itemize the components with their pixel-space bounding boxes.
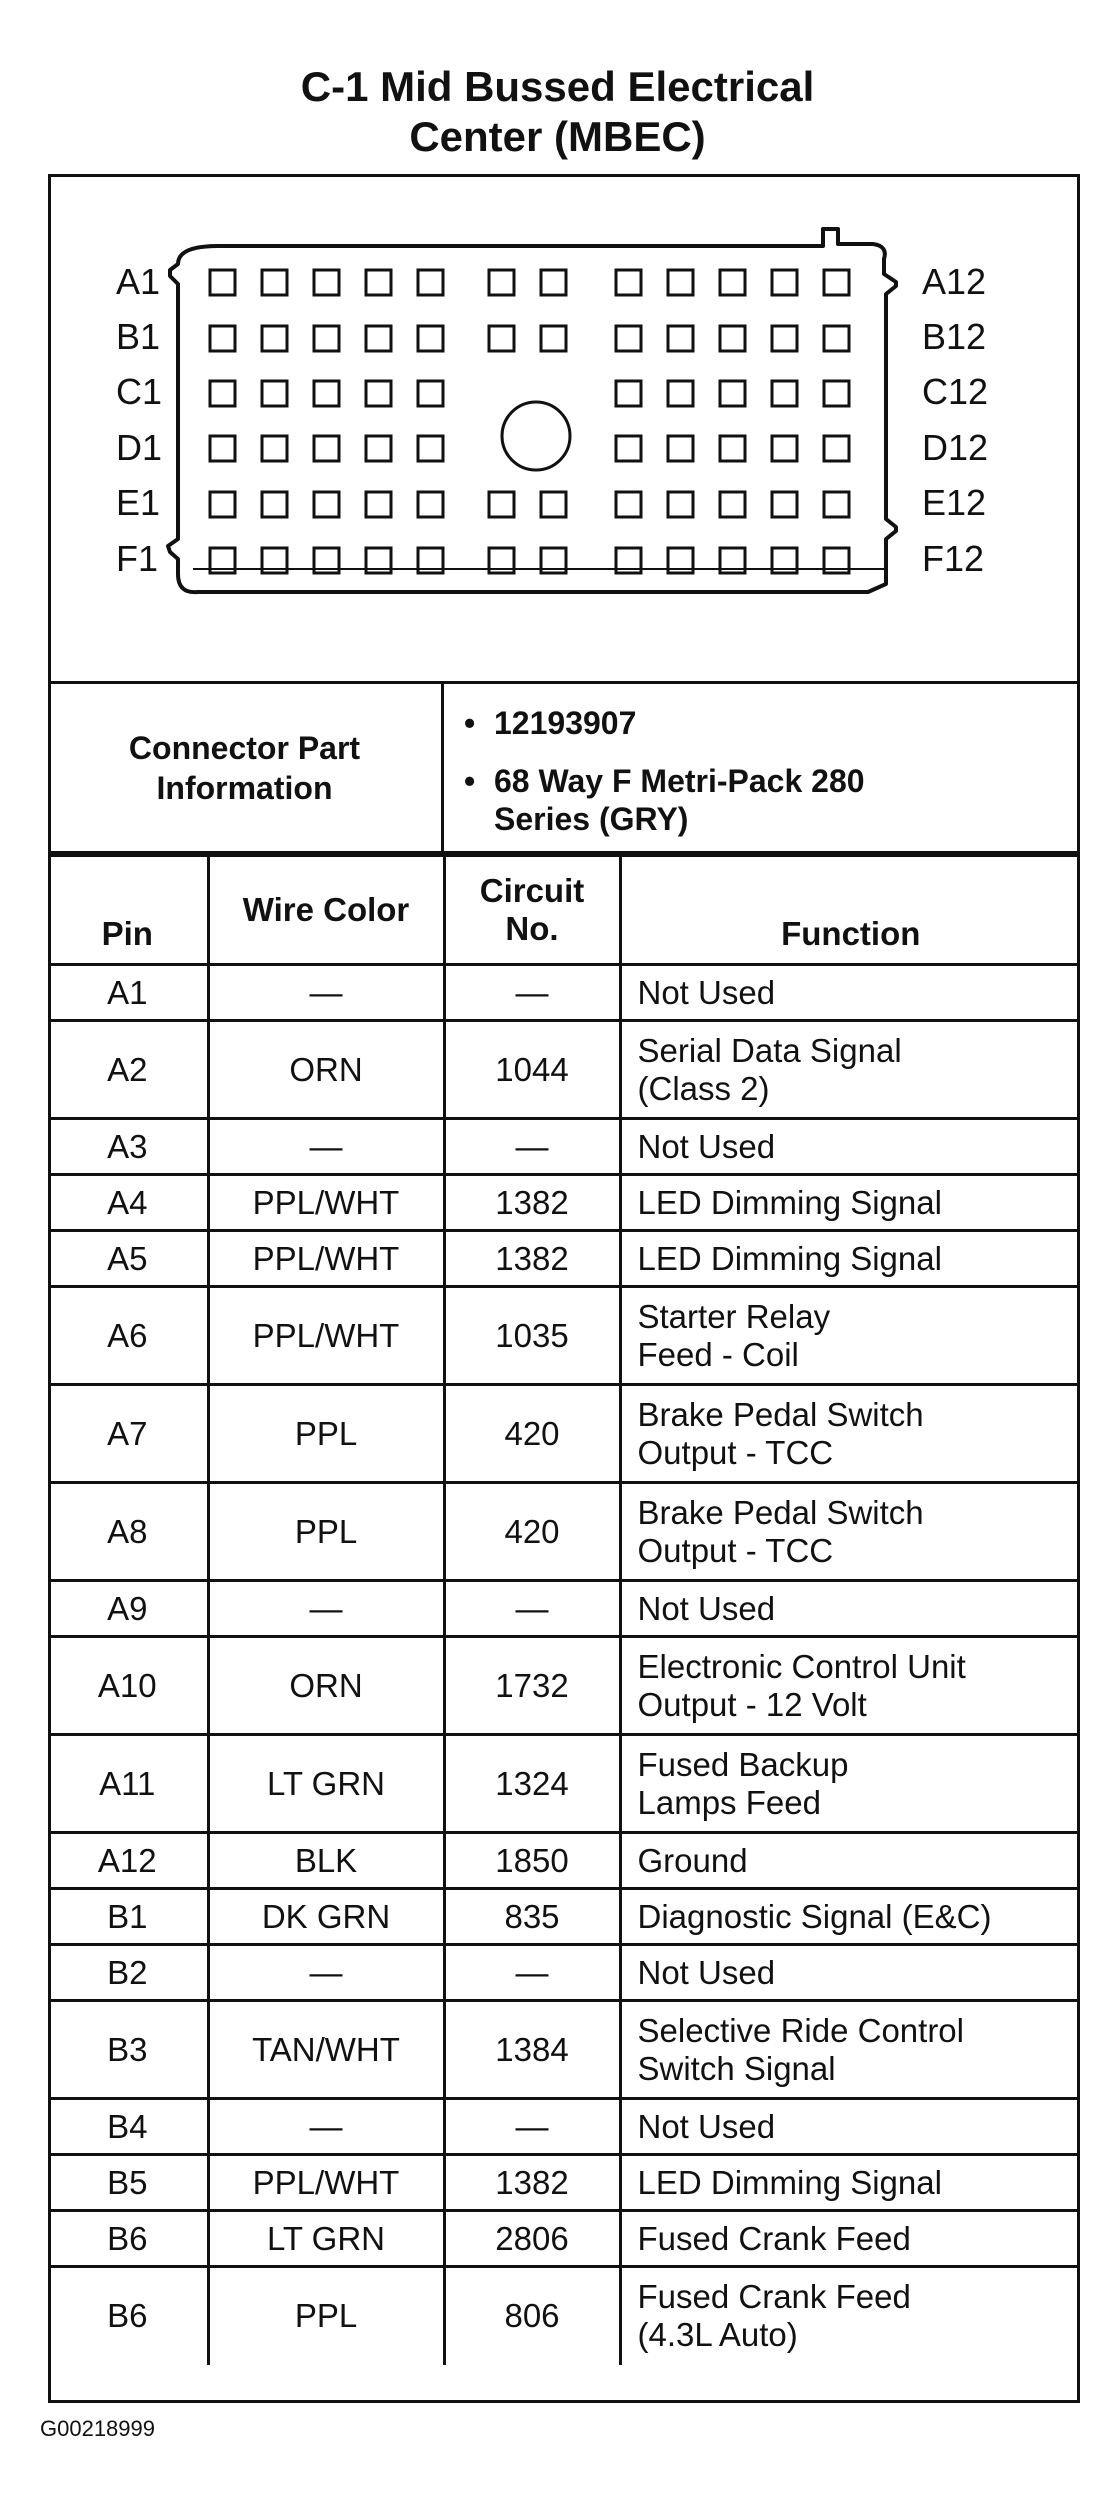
- function-cell: [620, 2001, 1080, 2099]
- function-line: LED Dimming Signal: [637, 1239, 942, 1277]
- function-cell: [620, 1287, 1080, 1385]
- function-line: Switch Signal: [637, 2049, 836, 2087]
- pin-cavity: [824, 326, 849, 351]
- circuit-cell: —: [444, 2099, 620, 2155]
- function-line: (4.3L Auto): [637, 2316, 798, 2354]
- wire-color-cell: ORN: [208, 1637, 444, 1735]
- pin-cavity: [314, 270, 339, 295]
- circuit-cell: —: [444, 1119, 620, 1175]
- wire-color-cell: DK GRN: [208, 1889, 444, 1945]
- function-cell: [620, 1637, 1080, 1735]
- figure-code: G00218999: [40, 2416, 155, 2441]
- pin-table: [48, 854, 1080, 2365]
- wire-color-cell: PPL: [208, 1385, 444, 1483]
- pin-cavity: [668, 492, 693, 517]
- pin-table-header: [48, 856, 1080, 965]
- table-row: [48, 1175, 1080, 1231]
- pin-cavity: [772, 492, 797, 517]
- pin-cavity: [720, 270, 745, 295]
- pin-cavity: [772, 436, 797, 461]
- pin-cavity: [668, 326, 693, 351]
- pin-cavity: [824, 381, 849, 406]
- function-cell: [620, 2099, 1080, 2155]
- wire-color-cell: LT GRN: [208, 2211, 444, 2267]
- circuit-cell: 1382: [444, 1175, 620, 1231]
- pin-cavity: [314, 436, 339, 461]
- pin-cell: A2: [48, 1021, 208, 1119]
- pin-cell: B1: [48, 1889, 208, 1945]
- wire-color-cell: TAN/WHT: [208, 2001, 444, 2099]
- header-wire-color: Wire Color: [208, 856, 444, 965]
- circuit-cell: 1382: [444, 1231, 620, 1287]
- circuit-cell: 1324: [444, 1735, 620, 1833]
- pin-cavity: [616, 436, 641, 461]
- header-function: Function: [620, 856, 1080, 965]
- pin-cell: B4: [48, 2099, 208, 2155]
- pin-cavity: [210, 270, 235, 295]
- pin-cavity: [489, 326, 514, 351]
- circuit-cell: 806: [444, 2267, 620, 2365]
- circuit-cell: 1732: [444, 1637, 620, 1735]
- circuit-cell: 1035: [444, 1287, 620, 1385]
- pin-cell: B5: [48, 2155, 208, 2211]
- function-line: Fused Crank Feed: [637, 2219, 911, 2257]
- circuit-cell: 1044: [444, 1021, 620, 1119]
- wire-color-cell: —: [208, 1119, 444, 1175]
- pin-cavity: [720, 381, 745, 406]
- pin-cavity: [668, 381, 693, 406]
- row-label-left: E1: [116, 482, 161, 523]
- row-label-left: B1: [116, 316, 161, 357]
- wire-color-cell: —: [208, 2099, 444, 2155]
- pin-cavity: [541, 326, 566, 351]
- pin-cavity: [772, 381, 797, 406]
- function-line: Not Used: [637, 1127, 776, 1165]
- function-line: Lamps Feed: [637, 1783, 821, 1821]
- pin-cavity: [489, 270, 514, 295]
- pin-cavity: [668, 436, 693, 461]
- wire-color-cell: —: [208, 1581, 444, 1637]
- pin-cavity: [366, 381, 391, 406]
- pin-cavity: [824, 492, 849, 517]
- pin-cavity: [210, 326, 235, 351]
- pin-cavity: [366, 270, 391, 295]
- pin-cell: A3: [48, 1119, 208, 1175]
- function-cell: [620, 1889, 1080, 1945]
- function-line: Output - TCC: [637, 1433, 834, 1471]
- pin-cell: B6: [48, 2211, 208, 2267]
- connector-housing-outline: [168, 229, 896, 592]
- wire-color-cell: PPL/WHT: [208, 2155, 444, 2211]
- table-row: [48, 2155, 1080, 2211]
- pin-cavities: [210, 270, 849, 573]
- wire-color-cell: —: [208, 1945, 444, 2001]
- function-line: Ground: [637, 1841, 748, 1879]
- circuit-cell: 1850: [444, 1833, 620, 1889]
- circuit-cell: 835: [444, 1889, 620, 1945]
- wire-color-cell: PPL/WHT: [208, 1231, 444, 1287]
- function-line: Not Used: [637, 973, 776, 1011]
- table-row: [48, 965, 1080, 1021]
- part-number: 12193907: [494, 705, 637, 741]
- pin-cavity: [418, 492, 443, 517]
- bullet: •: [464, 763, 476, 799]
- wire-color-cell: BLK: [208, 1833, 444, 1889]
- row-label-right: F12: [922, 538, 985, 579]
- part-description-item: [464, 762, 865, 838]
- circuit-cell: 1382: [444, 2155, 620, 2211]
- pin-cavity: [489, 492, 514, 517]
- function-line: Output - 12 Volt: [637, 1685, 867, 1723]
- pin-cavity: [314, 326, 339, 351]
- pin-cavity: [541, 270, 566, 295]
- pin-cavity: [210, 381, 235, 406]
- function-cell: [620, 2155, 1080, 2211]
- circuit-cell: 420: [444, 1483, 620, 1581]
- pin-cavity: [668, 270, 693, 295]
- pin-cavity: [418, 270, 443, 295]
- title-line-2: Center (MBEC): [409, 113, 706, 160]
- function-cell: [620, 1483, 1080, 1581]
- pin-cell: A9: [48, 1581, 208, 1637]
- function-cell: [620, 1021, 1080, 1119]
- row-label-right: A12: [922, 261, 987, 302]
- function-line: Output - TCC: [637, 1531, 834, 1569]
- pin-cell: A4: [48, 1175, 208, 1231]
- pin-cell: B6: [48, 2267, 208, 2365]
- pin-cavity: [314, 381, 339, 406]
- wire-color-cell: PPL: [208, 2267, 444, 2365]
- circuit-cell: —: [444, 1581, 620, 1637]
- function-cell: [620, 1945, 1080, 2001]
- function-cell: [620, 1735, 1080, 1833]
- part-number-item: [464, 704, 637, 742]
- pin-cavity: [616, 381, 641, 406]
- row-label-left: F1: [116, 538, 159, 579]
- function-cell: [620, 1231, 1080, 1287]
- table-row: [48, 1637, 1080, 1735]
- row-label-left: C1: [116, 371, 163, 412]
- pin-cavity: [262, 326, 287, 351]
- connector-part-info: [48, 684, 1080, 854]
- title-line-1: C-1 Mid Bussed Electrical: [300, 63, 815, 110]
- row-label-right: C12: [922, 371, 989, 412]
- table-row: [48, 2211, 1080, 2267]
- pin-cavity: [772, 270, 797, 295]
- pin-cell: A10: [48, 1637, 208, 1735]
- pin-cavity: [616, 326, 641, 351]
- function-line: Brake Pedal Switch: [637, 1395, 924, 1433]
- pin-cavity: [210, 492, 235, 517]
- header-circuit-no: [444, 856, 620, 965]
- circuit-cell: 2806: [444, 2211, 620, 2267]
- row-label-right: E12: [922, 482, 987, 523]
- pin-cavity: [418, 326, 443, 351]
- part-info-label-line-2: Information: [156, 769, 333, 806]
- part-description-line-1: 68 Way F Metri-Pack 280: [494, 763, 865, 799]
- pin-cavity: [262, 381, 287, 406]
- function-line: Starter Relay: [637, 1297, 831, 1335]
- pin-cavity: [616, 270, 641, 295]
- row-label-left: A1: [116, 261, 161, 302]
- connector-diagram: [48, 174, 1080, 684]
- pin-cavity: [720, 436, 745, 461]
- pin-cell: A11: [48, 1735, 208, 1833]
- function-line: Brake Pedal Switch: [637, 1493, 924, 1531]
- table-row: [48, 1581, 1080, 1637]
- part-info-label: [48, 684, 444, 851]
- table-row: [48, 2001, 1080, 2099]
- function-cell: [620, 965, 1080, 1021]
- pin-cell: A7: [48, 1385, 208, 1483]
- function-line: (Class 2): [637, 1069, 770, 1107]
- function-line: Electronic Control Unit: [637, 1647, 966, 1685]
- pin-cell: A8: [48, 1483, 208, 1581]
- bullet: •: [464, 705, 476, 741]
- table-row: [48, 2099, 1080, 2155]
- pin-cavity: [720, 326, 745, 351]
- part-info-values: [444, 684, 1074, 851]
- function-cell: [620, 2267, 1080, 2365]
- function-line: Serial Data Signal: [637, 1031, 902, 1069]
- pin-cell: A12: [48, 1833, 208, 1889]
- wire-color-cell: ORN: [208, 1021, 444, 1119]
- pin-cell: A5: [48, 1231, 208, 1287]
- table-row: [48, 1021, 1080, 1119]
- table-row: [48, 1833, 1080, 1889]
- pin-cell: A1: [48, 965, 208, 1021]
- connector-center-hole: [502, 402, 570, 470]
- pin-cavity: [262, 492, 287, 517]
- wire-color-cell: PPL/WHT: [208, 1175, 444, 1231]
- pin-cavity: [210, 436, 235, 461]
- pin-cell: B3: [48, 2001, 208, 2099]
- table-row: [48, 1287, 1080, 1385]
- page-title: [0, 62, 1115, 162]
- function-line: Fused Backup: [637, 1745, 849, 1783]
- pin-cavity: [824, 436, 849, 461]
- circuit-cell: 1384: [444, 2001, 620, 2099]
- function-cell: [620, 2211, 1080, 2267]
- function-line: Selective Ride Control: [637, 2011, 964, 2049]
- function-line: Not Used: [637, 1953, 776, 1991]
- function-line: Diagnostic Signal (E&C): [637, 1897, 992, 1935]
- function-line: LED Dimming Signal: [637, 2163, 942, 2201]
- circuit-cell: 420: [444, 1385, 620, 1483]
- table-row: [48, 1231, 1080, 1287]
- function-line: Not Used: [637, 2107, 776, 2145]
- pin-cavity: [541, 492, 566, 517]
- pin-cavity: [418, 381, 443, 406]
- function-cell: [620, 1119, 1080, 1175]
- pin-cavity: [720, 492, 745, 517]
- header-circuit-line-2: No.: [505, 910, 559, 947]
- pin-cavity: [262, 436, 287, 461]
- table-row: [48, 1945, 1080, 2001]
- row-label-left: D1: [116, 427, 163, 468]
- table-row: [48, 1483, 1080, 1581]
- pin-cell: A6: [48, 1287, 208, 1385]
- circuit-cell: —: [444, 965, 620, 1021]
- pin-cavity: [772, 326, 797, 351]
- table-row: [48, 1119, 1080, 1175]
- part-info-label-line-1: Connector Part: [128, 729, 361, 766]
- wire-color-cell: LT GRN: [208, 1735, 444, 1833]
- table-row: [48, 2267, 1080, 2365]
- function-line: Not Used: [637, 1589, 776, 1627]
- function-line: Fused Crank Feed: [637, 2278, 911, 2316]
- pin-cavity: [262, 270, 287, 295]
- function-cell: [620, 1385, 1080, 1483]
- function-cell: [620, 1581, 1080, 1637]
- pin-cavity: [616, 492, 641, 517]
- header-circuit-line-1: Circuit: [479, 872, 585, 909]
- pin-cell: B2: [48, 1945, 208, 2001]
- pin-cavity: [366, 492, 391, 517]
- table-row: [48, 1889, 1080, 1945]
- pin-cavity: [366, 326, 391, 351]
- function-line: Feed - Coil: [637, 1335, 799, 1373]
- pin-cavity: [314, 492, 339, 517]
- pin-cavity: [418, 436, 443, 461]
- wire-color-cell: PPL/WHT: [208, 1287, 444, 1385]
- pin-cavity: [824, 270, 849, 295]
- header-pin: Pin: [48, 856, 208, 965]
- row-label-right: B12: [922, 316, 987, 357]
- pin-cavity: [366, 436, 391, 461]
- part-description-line-2: Series (GRY): [494, 801, 689, 837]
- function-cell: [620, 1175, 1080, 1231]
- wire-color-cell: PPL: [208, 1483, 444, 1581]
- wire-color-cell: —: [208, 965, 444, 1021]
- table-row: [48, 1735, 1080, 1833]
- function-line: LED Dimming Signal: [637, 1183, 942, 1221]
- circuit-cell: —: [444, 1945, 620, 2001]
- table-row: [48, 1385, 1080, 1483]
- function-cell: [620, 1833, 1080, 1889]
- row-label-right: D12: [922, 427, 989, 468]
